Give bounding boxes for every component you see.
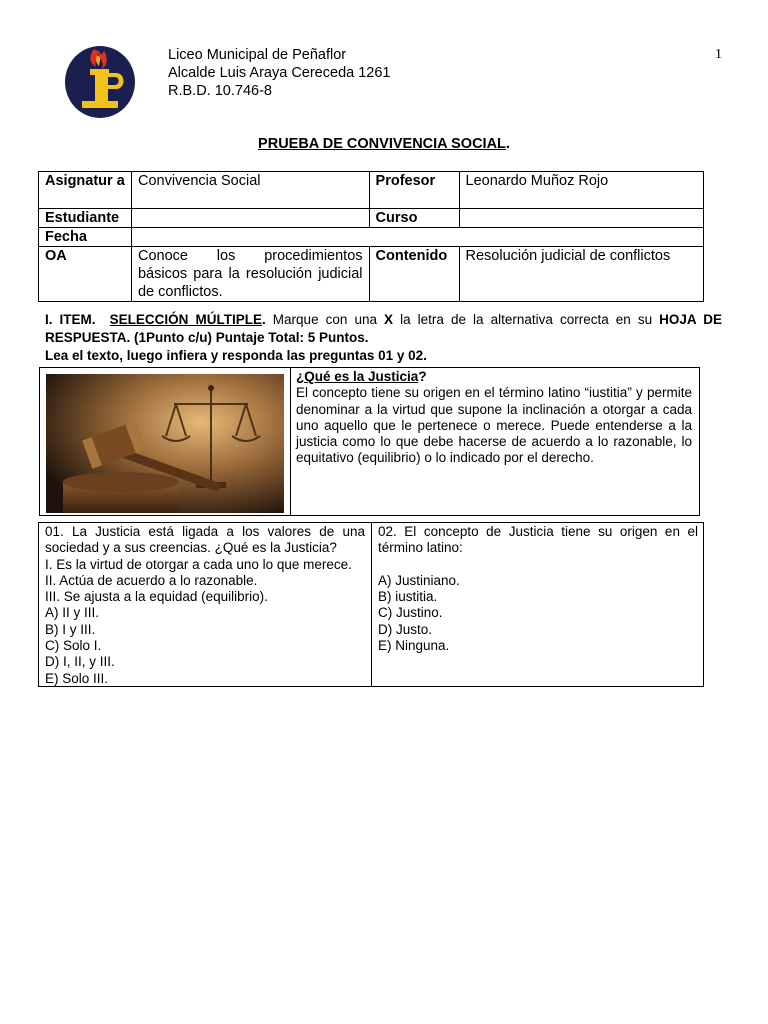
question-1-statement: I. Es la virtud de otorgar a cada uno lo que merece. xyxy=(45,556,352,572)
estudiante-field[interactable] xyxy=(131,209,369,228)
school-name: Liceo Municipal de Peñaflor xyxy=(168,47,347,63)
school-rbd: R.B.D. 10.746-8 xyxy=(168,83,272,99)
contenido-label: Contenido xyxy=(369,247,459,302)
instruction-text-b: la letra de la alternativa correcta en su xyxy=(393,312,660,327)
reading-box xyxy=(39,367,700,516)
justice-gavel-image xyxy=(46,374,284,513)
reading-heading xyxy=(296,369,692,385)
curso-label: Curso xyxy=(369,209,459,228)
curso-field[interactable] xyxy=(459,209,704,228)
contenido-value: Resolución judicial de conflictos xyxy=(459,247,704,302)
reading-text xyxy=(296,369,692,467)
oa-label: OA xyxy=(39,247,132,302)
questions-divider xyxy=(371,523,372,686)
info-table xyxy=(38,171,704,302)
question-2-option-c[interactable]: C) Justino. xyxy=(378,605,443,621)
school-header xyxy=(168,46,390,100)
oa-value: Conoce los procedimientos básicos para la resolución judicial de conflictos. xyxy=(131,247,369,302)
reading-heading-mark: ? xyxy=(418,369,427,384)
question-1-option-b[interactable]: B) I y III. xyxy=(45,621,96,637)
profesor-value: Leonardo Muñoz Rojo xyxy=(459,172,704,209)
section-title: SELECCIÓN MÚLTIPLE xyxy=(109,312,262,327)
asignatura-value: Convivencia Social xyxy=(131,172,369,209)
instructions xyxy=(45,311,722,365)
question-1 xyxy=(45,524,365,687)
instructions-paragraph xyxy=(45,311,722,347)
scoring: (1Punto c/u) Puntaje Total: 5 Puntos. xyxy=(130,330,369,345)
question-2 xyxy=(378,524,698,654)
table-row xyxy=(39,172,704,209)
title-suffix: . xyxy=(505,136,510,152)
question-1-option-c[interactable]: C) Solo I. xyxy=(45,638,102,654)
table-row xyxy=(39,247,704,302)
fecha-field[interactable] xyxy=(131,228,703,247)
question-2-option-d[interactable]: D) Justo. xyxy=(378,621,433,637)
reading-divider xyxy=(290,368,291,515)
question-2-option-b[interactable]: B) iustitia. xyxy=(378,589,438,605)
title-text: PRUEBA DE CONVIVENCIA SOCIAL xyxy=(258,136,506,152)
read-instruction: Lea el texto, luego infiera y responda las preguntas 01 y 02. xyxy=(45,348,427,363)
question-2-option-a[interactable]: A) Justiniano. xyxy=(378,572,460,588)
questions-table xyxy=(38,522,704,687)
table-row xyxy=(39,228,704,247)
estudiante-label: Estudiante xyxy=(39,209,132,228)
asignatura-label: Asignatur a xyxy=(39,172,132,209)
section-dot: . xyxy=(261,312,266,327)
question-2-stem: 02. El concepto de Justicia tiene su origen en el término latino: xyxy=(378,524,698,556)
answer-sheet: HOJA DE RESPUESTA. xyxy=(45,312,722,345)
question-1-statement: III. Se ajusta a la equidad (equilibrio). xyxy=(45,589,268,605)
fecha-label: Fecha xyxy=(39,228,132,247)
school-logo xyxy=(64,45,136,119)
question-1-stem: 01. La Justicia está ligada a los valores de una sociedad y a sus creencias. ¿Qué es la Justicia? xyxy=(45,524,365,556)
spacer xyxy=(378,557,698,573)
question-1-option-a[interactable]: A) II y III. xyxy=(45,605,100,621)
reading-body: El concepto tiene su origen en el término latino “iustitia” y permite denominar a la virtud que supone la inclinación a otorgar a cada uno aquello que le pertenece o merece. Puede entenderse a la justicia como lo que debe hacerse de acuerdo a lo razonable, lo equitativo (equilibrio) o lo indicado por el derecho. xyxy=(296,385,692,466)
reading-heading-text: ¿Qué es la Justicia xyxy=(296,369,419,384)
profesor-label: Profesor xyxy=(369,172,459,209)
mark-letter: X xyxy=(384,312,394,327)
table-row xyxy=(39,209,704,228)
question-1-option-d[interactable]: D) I, II, y III. xyxy=(45,654,115,670)
school-address: Alcalde Luis Araya Cereceda 1261 xyxy=(168,65,391,81)
question-2-option-e[interactable]: E) Ninguna. xyxy=(378,638,450,654)
question-1-statement: II. Actúa de acuerdo a lo razonable. xyxy=(45,572,258,588)
page-number: 1 xyxy=(715,47,722,62)
instruction-text-a: Marque con una xyxy=(265,312,385,327)
question-1-option-e[interactable]: E) Solo III. xyxy=(45,670,109,686)
document-title xyxy=(0,136,768,152)
item-label: I. ITEM. xyxy=(45,312,96,327)
